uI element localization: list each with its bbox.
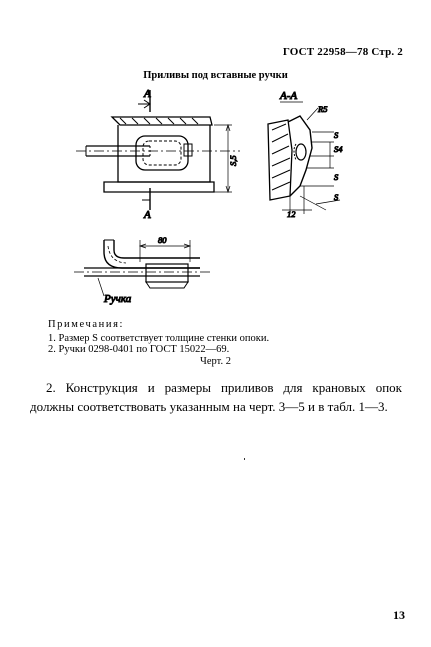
scan-speck <box>244 458 245 460</box>
handle-label: Ручка <box>104 293 132 305</box>
section-mark-top: А <box>144 88 151 100</box>
s-label-3: S <box>334 172 339 182</box>
figure-caption: Черт. 2 <box>200 356 231 367</box>
s-label-2: S4 <box>334 144 343 154</box>
page-label: Стр. 2 <box>371 46 403 58</box>
s-label-1: S <box>334 130 339 140</box>
handle-plan-view <box>74 240 212 296</box>
dimension-s5: S,5 <box>228 155 238 166</box>
body-paragraph: 2. Конструкция и размеры приливов для крановых опок должны соответствовать указанным на черт. 3—5 и в табл. 1—3. <box>30 380 402 414</box>
note-item-2: 2. Ручки 0298-0401 по ГОСТ 15022—69. <box>48 344 230 355</box>
section-a-a <box>268 102 340 214</box>
figure-title: Приливы под вставные ручки <box>143 70 288 81</box>
s-label-4: S <box>334 192 339 202</box>
note-item-1: 1. Размер S соответствует толщине стенки опоки. <box>48 333 270 344</box>
radius-label: R5 <box>318 104 328 114</box>
section-mark-bottom: А <box>144 209 151 221</box>
section-name: А-А <box>280 90 298 102</box>
lug-front-view <box>76 90 240 210</box>
standard-number: ГОСТ 22958—78 <box>282 46 369 58</box>
dimension-80: 80 <box>158 235 167 245</box>
page-number: 13 <box>393 608 405 622</box>
notes-title: Примечания: <box>48 319 125 330</box>
dimension-12: 12 <box>287 209 296 219</box>
